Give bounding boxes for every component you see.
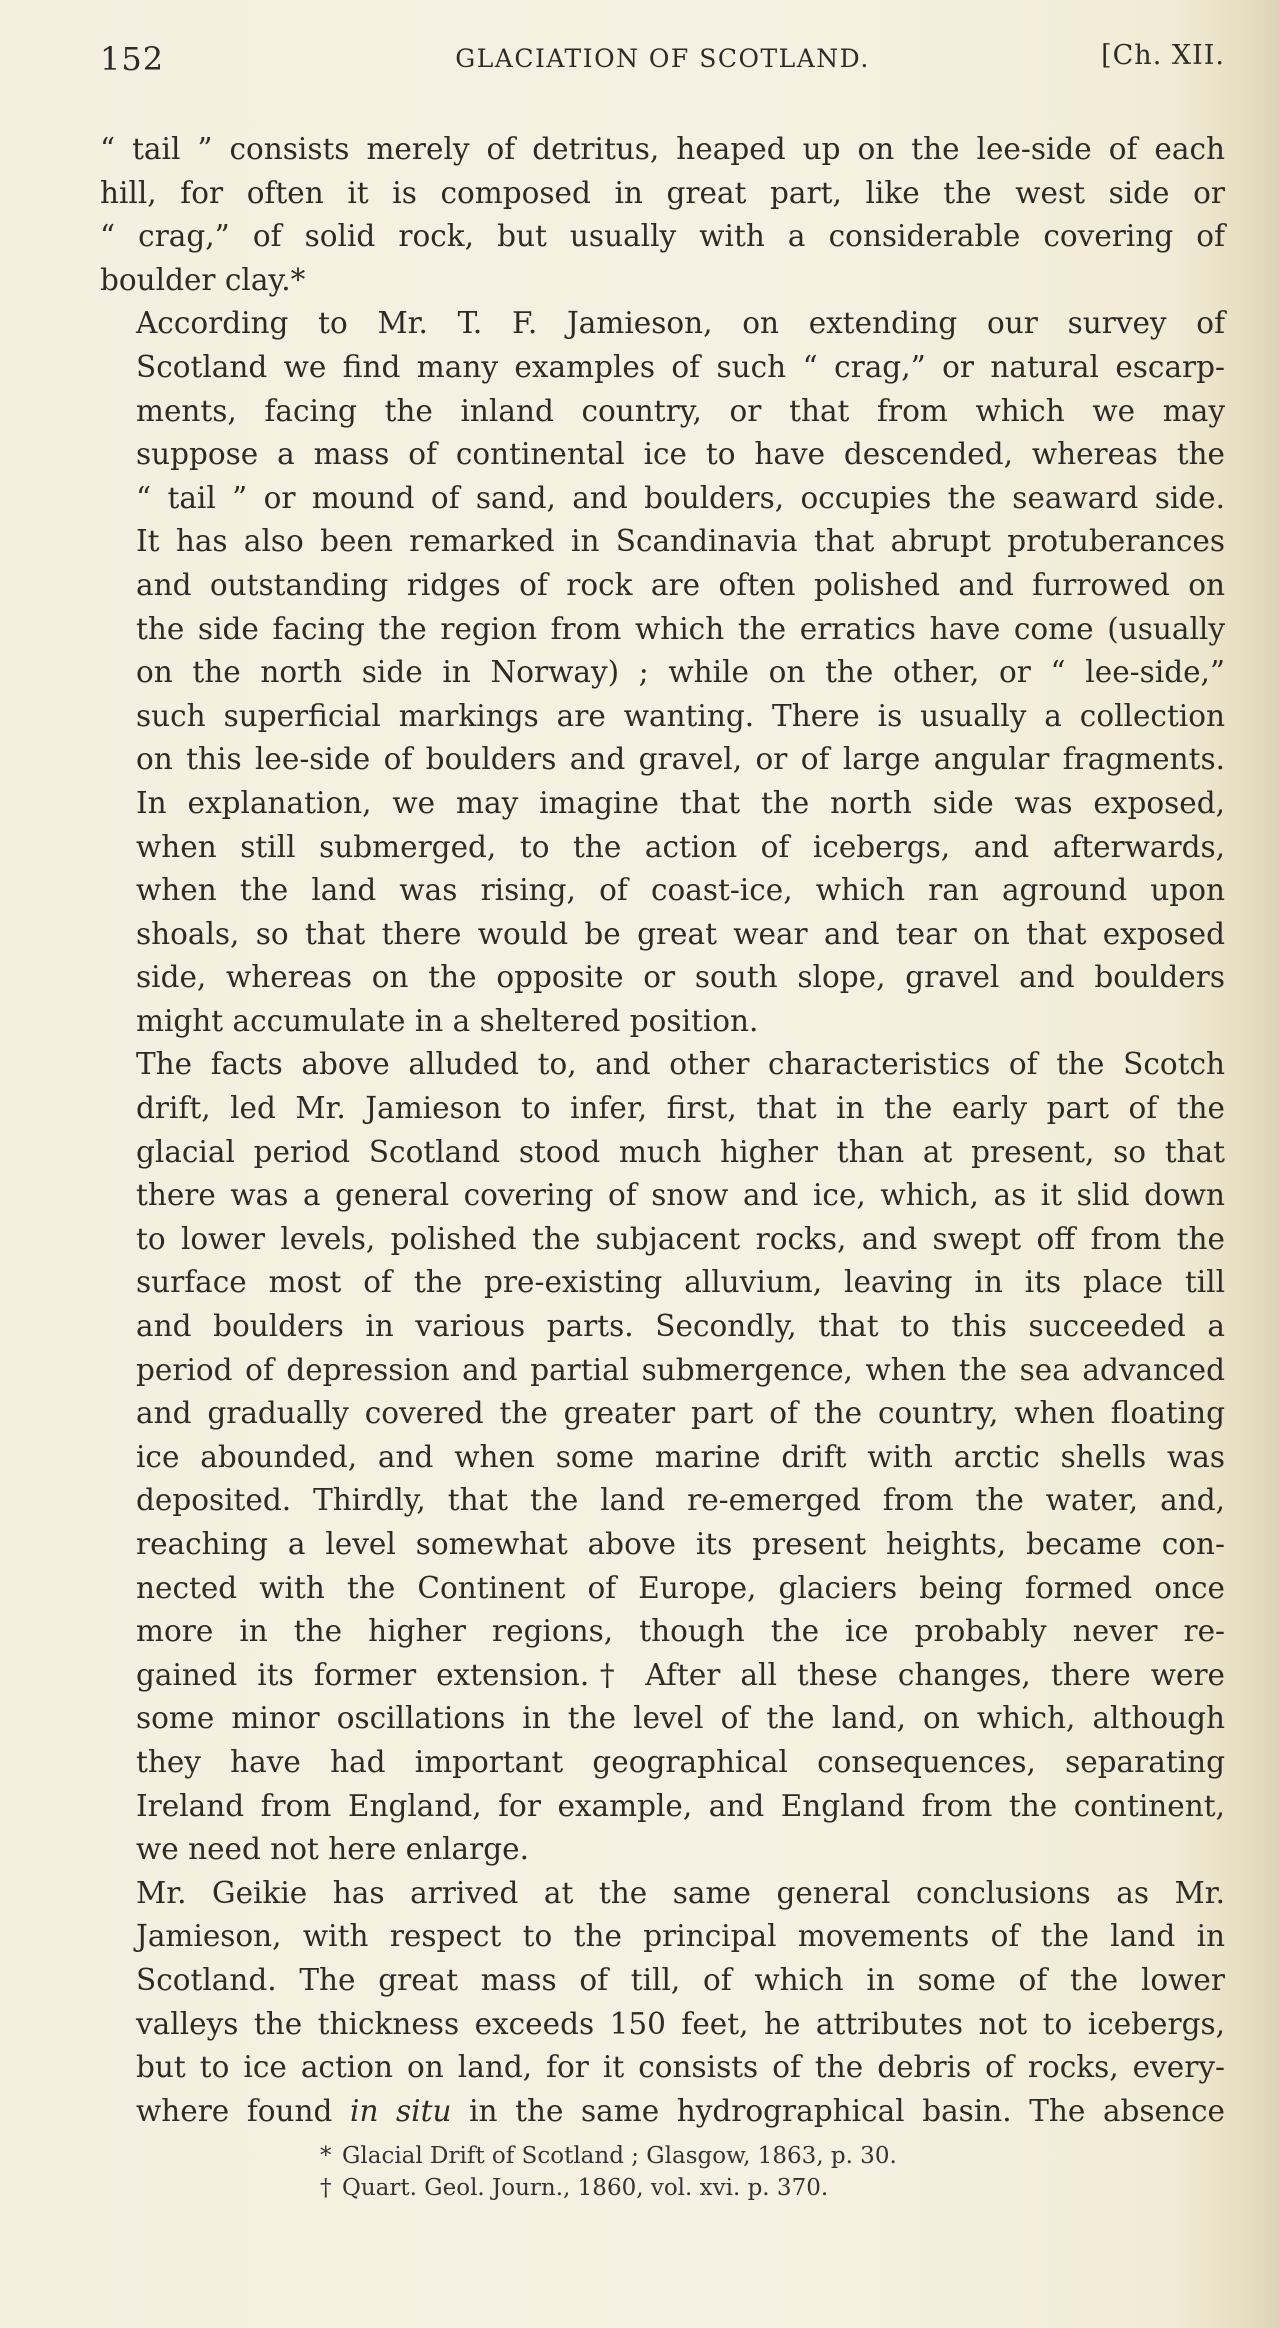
text-line: Ireland from England, for example, and England from the continent, [136,1788,1225,1823]
text-line: reaching a level somewhat above its present heights, became con- [136,1527,1225,1561]
text-line: drift, led Mr. Jamieson to infer, first, that in the early part of the [136,1091,1225,1126]
text-line: and boulders in various parts. Secondly, that to this succeeded a [136,1309,1225,1344]
text-line: but to ice action on land, for it consists of the debris of rocks, every- [136,2050,1225,2085]
body-text [100,128,1225,2133]
text-line: to lower levels, polished the subjacent rocks, and swept off from the [136,1221,1225,1256]
text-line: Jamieson, with respect to the principal movements of the land in [136,1919,1225,1954]
running-title: GLACIATION OF SCOTLAND. [455,44,870,73]
text-line: there was a general covering of snow and ice, which, as it slid down [136,1178,1225,1213]
footnote [320,2172,897,2204]
paragraph [100,302,1225,1043]
text-line: “ tail ” consists merely of detritus, heaped up on the lee-side of each [100,132,1225,166]
text-line: when the land was rising, of coast-ice, which ran aground upon [136,873,1225,908]
paragraph [100,1872,1225,2134]
footnote-text: Glacial Drift of Scotland ; Glasgow, 1863, p. 30. [342,2143,897,2169]
text-line: ments, facing the inland country, or that from which we may [136,393,1225,428]
text-line: Scotland. The great mass of till, of which in some of the lower [136,1962,1225,1997]
text-run: in the same hydrographical basin. The absence [451,2093,1225,2128]
text-line: glacial period Scotland stood much higher than at present, so that [136,1134,1225,1169]
text-line: more in the higher regions, though the ice probably never re- [136,1614,1225,1649]
footnote-text: Quart. Geol. Journ., 1860, vol. xvi. p. 370. [342,2175,829,2201]
text-run: where found [136,2093,351,2128]
footnote [320,2140,897,2172]
text-line: some minor oscillations in the level of the land, on which, although [136,1701,1225,1736]
text-line: and outstanding ridges of rock are often polished and furrowed on [136,567,1225,602]
text-line: the side facing the region from which the erratics have come (usually [136,611,1225,646]
text-line: It has also been remarked in Scandinavia that abrupt protuberances [136,524,1225,559]
text-line: surface most of the pre-existing alluvium, leaving in its place till [136,1265,1225,1300]
text-line: In explanation, we may imagine that the north side was exposed, [136,785,1225,820]
page-number: 152 [100,40,165,78]
text-line: “ crag,” of solid rock, but usually with a considerable covering of [100,219,1225,254]
text-line: side, whereas on the opposite or south slope, gravel and boulders [136,960,1225,995]
text-line: hill, for often it is composed in great part, like the west side or [100,175,1225,210]
text-line: Mr. Geikie has arrived at the same general conclusions as Mr. [136,1875,1225,1910]
text-line: on this lee-side of boulders and gravel, or of large angular fragments. [136,742,1225,777]
footnotes [320,2140,897,2204]
footnote-mark: * [320,2143,332,2169]
running-header [100,40,1225,80]
text-line: period of depression and partial submergence, when the sea advanced [136,1352,1225,1387]
paragraph [100,128,1225,302]
text-line: The facts above alluded to, and other characteristics of the Scotch [136,1047,1225,1082]
text-line: when still submerged, to the action of icebergs, and afterwards, [136,829,1225,864]
chapter-label: [Ch. XII. [1101,40,1225,71]
paragraph [100,1043,1225,1871]
text-line: might accumulate in a sheltered position. [136,1003,759,1038]
text-line: they have had important geographical consequences, separating [136,1744,1225,1779]
text-line: gained its former extension.† After all these changes, there were [136,1657,1225,1692]
text-line: deposited. Thirdly, that the land re-emerged from the water, and, [136,1483,1225,1518]
text-line: shoals, so that there would be great wear and tear on that exposed [136,916,1225,951]
text-line: boulder clay.* [100,262,306,297]
text-line: such superficial markings are wanting. There is usually a collection [136,698,1225,733]
text-line: nected with the Continent of Europe, glaciers being formed once [136,1570,1225,1605]
text-line: Scotland we find many examples of such “ crag,” or natural escarp- [136,349,1225,384]
text-line [100,2090,1225,2134]
text-line: ice abounded, and when some marine drift with arctic shells was [136,1439,1225,1474]
text-line: and gradually covered the greater part of the country, when floating [136,1396,1225,1431]
text-line: valleys the thickness exceeds 150 feet, he attributes not to icebergs, [136,2006,1225,2041]
italic-term: in situ [350,2093,452,2128]
book-page [100,40,1225,2133]
text-line: “ tail ” or mound of sand, and boulders, occupies the seaward side. [136,480,1225,515]
text-line: we need not here enlarge. [136,1832,529,1867]
text-line: According to Mr. T. F. Jamieson, on extending our survey of [136,306,1225,341]
text-line: on the north side in Norway) ; while on the other, or “ lee-side,” [136,655,1225,690]
footnote-mark: † [320,2175,332,2201]
text-line: suppose a mass of continental ice to have descended, whereas the [136,437,1225,472]
